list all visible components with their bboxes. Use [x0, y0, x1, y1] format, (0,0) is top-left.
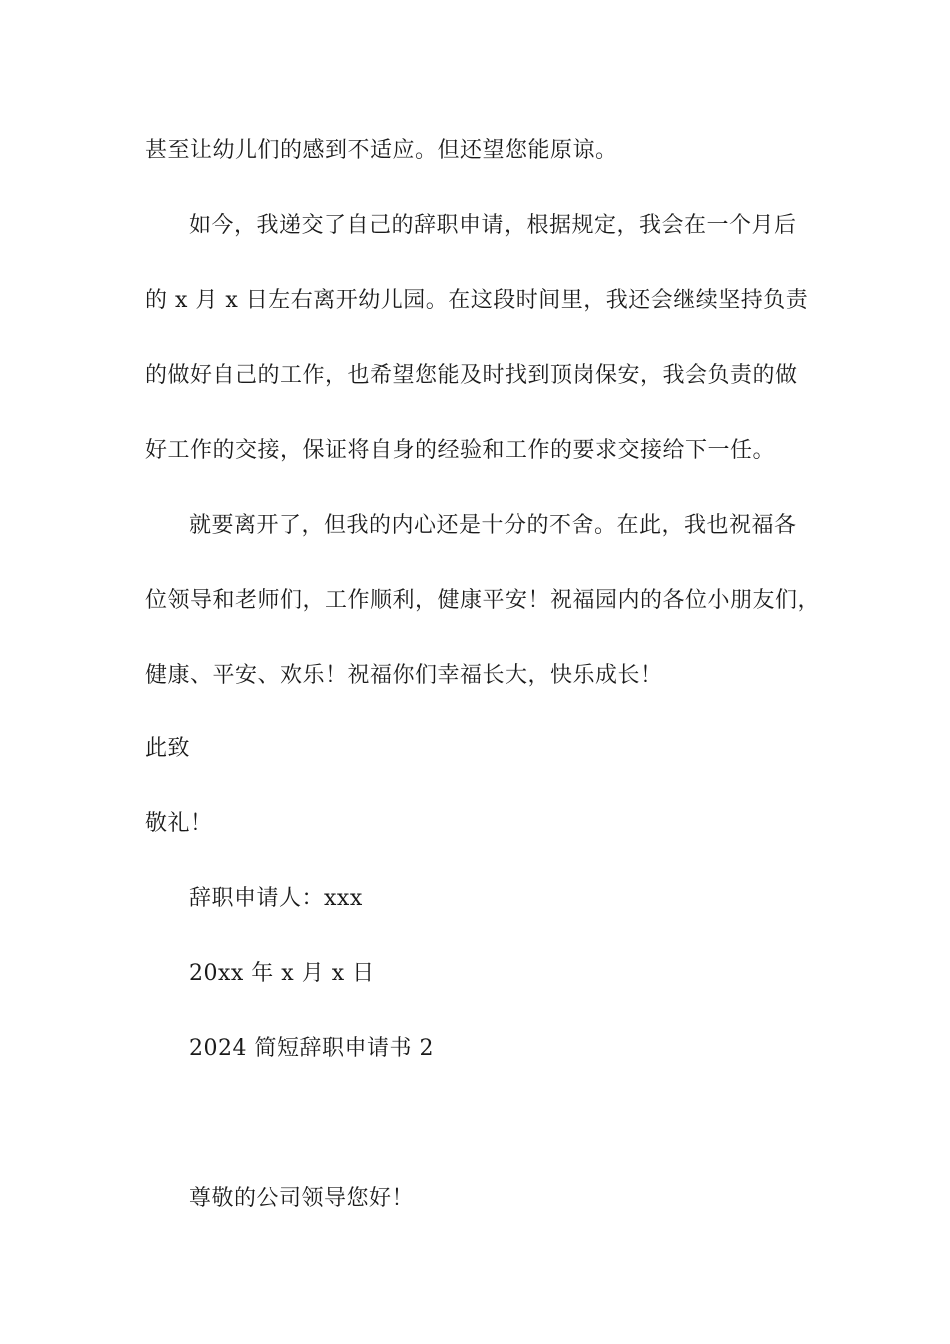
paragraph-line: 位领导和老师们，工作顺利，健康平安！祝福园内的各位小朋友们，: [145, 588, 821, 613]
closing-regards: 敬礼！: [145, 811, 213, 836]
greeting-line: 尊敬的公司领导您好！: [189, 1186, 415, 1211]
paragraph-line: 甚至让幼儿们的感到不适应。但还望您能原谅。: [145, 138, 618, 163]
paragraph-line: 好工作的交接，保证将自身的经验和工作的要求交接给下一任。: [145, 438, 776, 463]
section-heading: 2024 简短辞职申请书 2: [189, 1036, 434, 1061]
paragraph-line: 就要离开了，但我的内心还是十分的不舍。在此，我也祝福各: [189, 513, 797, 538]
paragraph-line: 如今，我递交了自己的辞职申请，根据规定，我会在一个月后: [189, 213, 797, 238]
paragraph-line: 健康、平安、欢乐！祝福你们幸福长大，快乐成长！: [145, 663, 663, 688]
closing-salutation: 此致: [145, 736, 191, 761]
paragraph-line: 的 x 月 x 日左右离开幼儿园。在这段时间里，我还会继续坚持负责: [145, 288, 809, 313]
signature-applicant: 辞职申请人：xxx: [189, 886, 363, 911]
paragraph-line: 的做好自己的工作，也希望您能及时找到顶岗保安，我会负责的做: [145, 363, 798, 388]
signature-date: 20xx 年 x 月 x 日: [189, 961, 375, 986]
